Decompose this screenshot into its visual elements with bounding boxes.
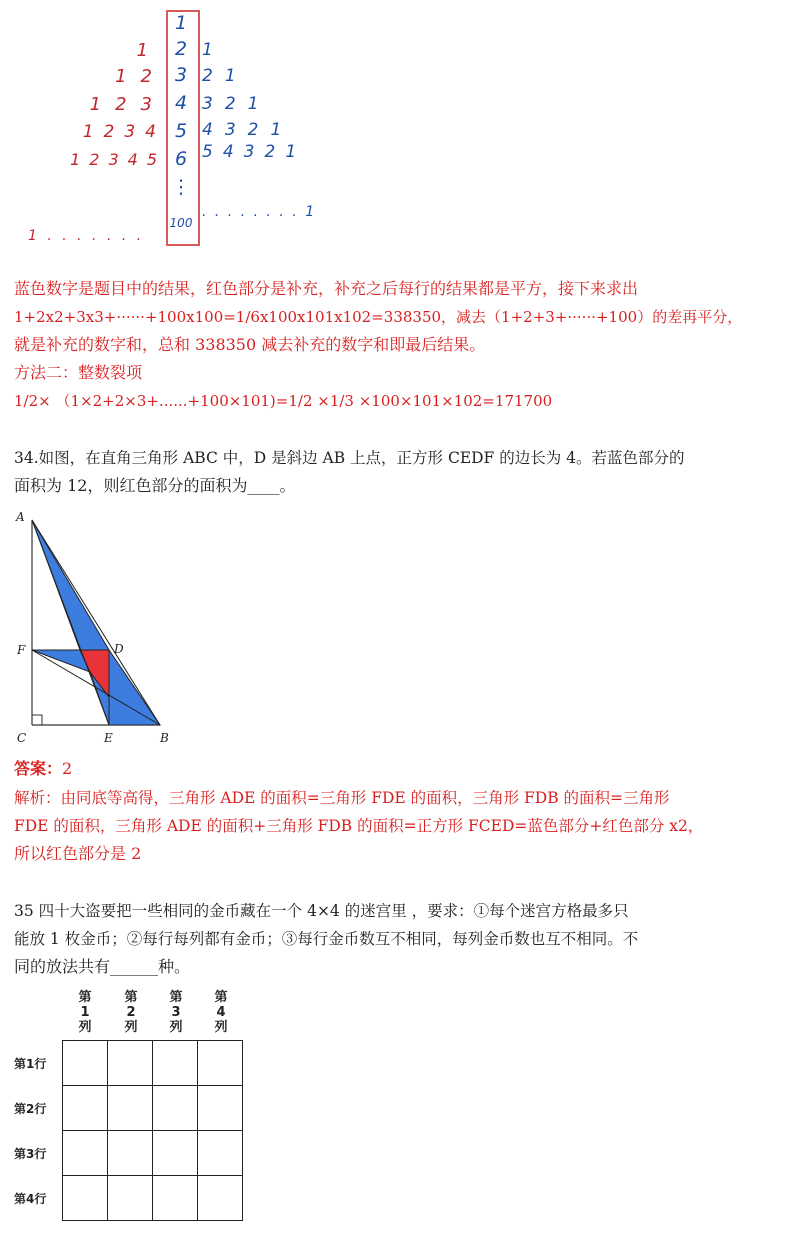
- col-head-2: [108, 990, 154, 1035]
- answer-value: 2: [62, 759, 73, 778]
- blue-col-1: 1: [174, 12, 188, 34]
- label-B: B: [160, 731, 169, 745]
- red-num: 3: [108, 150, 128, 169]
- red-num: 1: [82, 122, 104, 142]
- blue-col-4: 4: [174, 92, 188, 114]
- blue-row-2: [202, 66, 248, 86]
- col-head-text: 2: [126, 1005, 136, 1020]
- blue-col-dots: ⋮: [171, 176, 191, 198]
- red-num: 1: [136, 40, 162, 61]
- line-AE: [32, 520, 109, 725]
- grid-cell: [153, 1176, 198, 1221]
- blue-num: 3: [243, 142, 265, 162]
- blue-bottom-row: . . . . . . . . 1: [202, 204, 317, 220]
- red-num: 5: [146, 150, 166, 169]
- red-num: 2: [115, 94, 141, 115]
- q34-line-1: 34.如图，在直角三角形 ABC 中，D 是斜边 AB 上点，正方形 CEDF 的边长为 4。若蓝色部分的: [14, 449, 685, 467]
- blue-row-3: [202, 94, 270, 114]
- label-F: F: [17, 643, 26, 657]
- grid-cell: [153, 1041, 198, 1086]
- col-head-text: 列: [78, 1020, 92, 1035]
- grid-cell: [108, 1086, 153, 1131]
- blue-num: 3: [224, 120, 248, 140]
- red-row-4: [83, 122, 166, 142]
- q35-line-1: 35 四十大盗要把一些相同的金币藏在一个 4×4 的迷宫里 ，要求：①每个迷宫方格最多只: [14, 902, 629, 920]
- col-head-1: [62, 990, 108, 1035]
- blue-col-2: 2: [174, 38, 188, 60]
- blue-num: 1: [224, 66, 248, 86]
- red-num: 4: [127, 150, 147, 169]
- grid-cell: [63, 1086, 108, 1131]
- q35-line-2: 能放 1 枚金币；②每行每列都有金币；③每行金币数互不相同，每列金币数也互不相同。不: [14, 930, 639, 948]
- blue-row-4: [202, 120, 293, 140]
- q34-answer: [14, 758, 72, 780]
- answer-label: 答案：: [14, 759, 63, 778]
- blue-num: 4: [222, 142, 244, 162]
- grid-cell: [153, 1086, 198, 1131]
- red-num: 1: [115, 66, 141, 87]
- blue-num: 2: [264, 142, 286, 162]
- grid-cell: [153, 1131, 198, 1176]
- q34-analysis-3: 所以红色部分是 2: [14, 844, 142, 863]
- method2-title: 方法二：整数裂项: [14, 363, 143, 382]
- red-num: 3: [124, 122, 146, 142]
- red-row-5: [70, 150, 166, 169]
- red-num: 1: [89, 94, 116, 115]
- explanation-line-1: 蓝色数字是题目中的结果，红色部分是补充，补充之后每行的结果都是平方，接下来求出: [14, 279, 639, 298]
- col-head-text: 列: [124, 1020, 138, 1035]
- blue-num: 1: [247, 94, 271, 114]
- red-bottom-row: 1 . . . . . . .: [28, 228, 145, 244]
- label-A: A: [16, 510, 25, 524]
- grid-cell: [108, 1176, 153, 1221]
- col-head-3: [153, 990, 199, 1035]
- blue-num: 1: [270, 120, 294, 140]
- red-num: 4: [145, 122, 166, 142]
- blue-col-3: 3: [174, 64, 188, 86]
- red-row-2: [115, 66, 166, 87]
- number-triangle-figure: [14, 0, 394, 255]
- blue-num: 2: [247, 120, 271, 140]
- triangle-svg: [10, 505, 185, 750]
- row-head-1: 第1行: [14, 1057, 47, 1071]
- label-E: E: [104, 731, 113, 745]
- red-num: 3: [140, 94, 166, 115]
- blue-col-100: 100: [169, 216, 193, 230]
- col-head-text: 第: [124, 990, 138, 1005]
- red-row-3: [90, 94, 166, 115]
- q34-triangle-figure: [10, 505, 185, 750]
- red-num: 2: [103, 122, 125, 142]
- col-head-text: 第: [78, 990, 92, 1005]
- grid-cell: [108, 1041, 153, 1086]
- blue-row-1: [202, 40, 225, 60]
- right-angle-mark: [32, 715, 42, 725]
- col-head-text: 列: [214, 1020, 228, 1035]
- explanation-line-3: 就是补充的数字和，总和 338350 减去补充的数字和即最后结果。: [14, 335, 486, 354]
- grid-cell: [63, 1041, 108, 1086]
- red-row-1: [137, 40, 162, 61]
- maze-grid: [62, 1040, 243, 1221]
- blue-num: 4: [202, 120, 225, 140]
- method2-formula: 1/2× （1×2+2×3+......+100×101)=1/2 ×1/3 ×100×101×102=171700: [14, 392, 553, 410]
- blue-num: 1: [285, 142, 307, 162]
- q34-analysis-1: 解析：由同底等高得，三角形 ADE 的面积=三角形 FDE 的面积，三角形 FDB 的面积=三角形: [14, 789, 670, 807]
- maze-grid-table: [14, 990, 254, 1230]
- grid-cell: [198, 1041, 243, 1086]
- col-head-text: 第: [169, 990, 183, 1005]
- grid-cell: [108, 1131, 153, 1176]
- blue-region-upper: [32, 520, 109, 650]
- blue-num: 1: [202, 40, 225, 60]
- blue-num: 2: [202, 66, 225, 86]
- red-region: [80, 650, 109, 697]
- blue-num: 5: [202, 142, 223, 162]
- col-head-4: [198, 990, 244, 1035]
- explanation-line-2: 1+2x2+3x3+······+100x100=1/6x100x101x102=338350，减去（1+2+3+······+100）的差再平分，: [14, 308, 743, 326]
- blue-row-5: [202, 142, 306, 162]
- grid-cell: [198, 1176, 243, 1221]
- blue-num: 2: [224, 94, 248, 114]
- label-C: C: [17, 731, 27, 745]
- red-num: 2: [89, 150, 109, 169]
- grid-cell: [63, 1131, 108, 1176]
- label-D: D: [114, 642, 124, 656]
- col-head-text: 4: [216, 1005, 226, 1020]
- blue-num: 3: [202, 94, 225, 114]
- col-head-text: 1: [80, 1005, 90, 1020]
- col-head-text: 列: [169, 1020, 183, 1035]
- q34-line-2: 面积为 12，则红色部分的面积为____。: [14, 476, 296, 495]
- row-head-2: 第2行: [14, 1102, 47, 1116]
- grid-cell: [198, 1086, 243, 1131]
- row-head-4: 第4行: [14, 1192, 47, 1206]
- red-num: 2: [140, 66, 166, 87]
- col-head-text: 第: [214, 990, 228, 1005]
- grid-cell: [198, 1131, 243, 1176]
- q35-line-3: 同的放法共有______种。: [14, 957, 191, 976]
- grid-cell: [63, 1176, 108, 1221]
- red-num: 1: [70, 150, 90, 169]
- col-head-text: 3: [171, 1005, 181, 1020]
- line-AB: [32, 520, 160, 725]
- blue-col-6: 6: [174, 148, 188, 170]
- blue-col-5: 5: [174, 120, 188, 142]
- blue-region-right: [109, 650, 160, 725]
- row-head-3: 第3行: [14, 1147, 47, 1161]
- q34-analysis-2: FDE 的面积，三角形 ADE 的面积+三角形 FDB 的面积=正方形 FCED=蓝色部分+红色部分 x2，: [14, 817, 704, 835]
